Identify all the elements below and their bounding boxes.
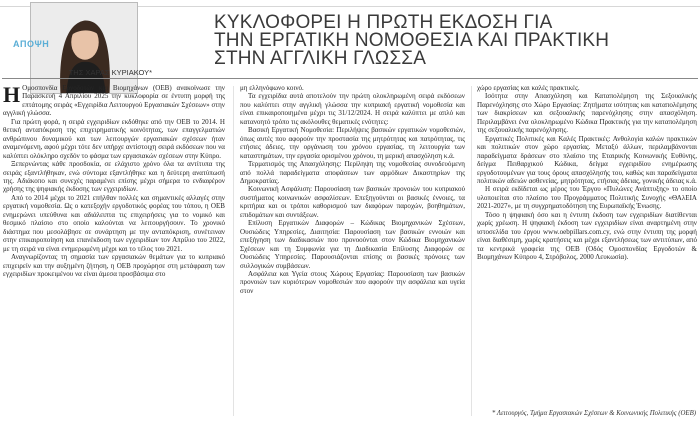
paragraph: Για πρώτη φορά, η σειρά εγχειριδίων εκδόθηκε από την ΟΕΒ το 2014. Η θετική ανταπόκριση της επιχειρηματικής κοινότητας, των επαγγελματιών ανθρώπινου δυναμικού και των λειτουργών εργασιακών σχέσεων ήταν αναμενόμενη, αφού μέχρι τότε δεν υπήρχε αντίστοιχη σειρά εκδόσεων που να καλύπτει ολόκληρο σχεδόν το φάσμα των εργασιακών σχέσεων στην Κύπρο. bbox=[3, 117, 225, 160]
author-byline: ΤΗΣ ΧΑΡΑΣ ΚΥΡΙΑΚΟΥ* bbox=[68, 68, 152, 77]
header-divider bbox=[2, 78, 698, 79]
paragraph: Βασική Εργατική Νομοθεσία: Περιλήψεις βασικών εργατικών νομοθεσιών, όπως αυτές που αφορούν την προστασία της μητρότητας και πατρότητας, τις ετήσιες άδειες, την οργάνωση του χρόνου εργασίας, τη λειτουργία των καταστημάτων, την εργασία ορισμένου χρόνου, τη μερική απασχόληση κ.ά. bbox=[240, 126, 465, 160]
drop-cap: Η bbox=[3, 82, 21, 107]
paragraph: Ξεπερνώντας κάθε προσδοκία, σε ελάχιστο χρόνο όλα τα αντίτυπα της σειράς εξαντλήθηκαν, ενώ σύντομα εξαντλήθηκε και η δεύτερη ανατύπωσή της. Αδιάκοπο και συνεχές παραμένει επίσης μέχρι σήμερα το ενδιαφέρον χρήσης της ψηφιακής έκδοσης των εγχειριδίων. bbox=[3, 160, 225, 194]
paragraph: μη ελληνόφωνο κοινό. bbox=[240, 84, 304, 92]
article-headline bbox=[214, 14, 698, 68]
headline-line: ΣΤΗΝ ΑΓΓΛΙΚΗ ΓΛΩΣΣΑ bbox=[214, 48, 427, 69]
headline-line: ΤΗΝ ΕΡΓΑΤΙΚΗ ΝΟΜΟΘΕΣΙΑ ΚΑΙ ΠΡΑΚΤΙΚΗ bbox=[214, 30, 610, 51]
column-separator bbox=[471, 86, 472, 416]
author-footnote: * Λειτουργός, Τμήμα Εργασιακών Σχέσεων & Κοινωνικής Πολιτικής (ΟΕΒ) bbox=[491, 410, 696, 417]
column-separator bbox=[233, 86, 234, 416]
paragraph: Ασφάλεια και Υγεία στους Χώρους Εργασίας: Παρουσίαση των βασικών προνοιών των κυριότερων νομοθεσιών που αφορούν την ασφάλεια και υγεία στον bbox=[240, 269, 465, 295]
article-column-1 bbox=[3, 84, 225, 278]
section-label: ΑΠΟΨΗ bbox=[13, 39, 50, 49]
paragraph: Τερματισμός της Απασχόλησης: Περίληψη της νομοθεσίας συνοδευόμενη από πολλά παραδείγματα αποφάσεων των αρμόδιων Δικαστηρίων της Δημοκρατίας. bbox=[240, 160, 465, 185]
paragraph: Κοινωνική Ασφάλιση: Παρουσίαση των βασικών προνοιών του κυπριακού συστήματος κοινωνικών ασφαλίσεων. Επεξηγούνται οι βασικές έννοιες, τα κριτήρια και οι τρόποι καθορισμού των διαφόρων παροχών, βοηθημάτων, επιδομάτων και συντάξεων. bbox=[240, 185, 465, 219]
paragraph: Τόσο η ψηφιακή όσο και η έντυπη έκδοση των εγχειριδίων διατίθενται χωρίς χρέωση. Η ψηφιακή έκδοση των εγχειριδίων είναι αναρτημένη στην ιστοσελίδα του έργου www.oebpillars.com.cy, ενώ στην έντυπη της μορφή είναι διαθέσιμη, χωρίς κρατήσεις και μέχρι εξαντλήσεως των αντιτύπων, από τα κεντρικά γραφεία της ΟΕΒ (Οδός Ομοσπονδίας Εργοδοτών & Βιομηχάνων Κύπρου 4, Στρόβολος, 2000 Λευκωσία). bbox=[477, 210, 697, 262]
article-column-2 bbox=[240, 84, 465, 295]
article-column-3 bbox=[477, 84, 697, 262]
paragraph: Εργατικές Πολιτικές και Καλές Πρακτικές: Ανθολογία καλών πρακτικών και πολιτικών στον χώρο εργασίας. Μεταξύ άλλων, περιλαμβάνονται παραδείγματα δράσεων στο πλαίσιο της Εταιρικής Κοινωνικής Ευθύνης, δείγμα Πειθαρχικού Κώδικα, δείγμα εγχειριδίου ενημέρωσης εργοδοτουμένων για τους όρους απασχόλησής του, καθώς και παραδείγματα πολιτικών αδειών ασθενείας, μητρότητας, ετήσιας άδειας, γονικής άδειας κ.ά. bbox=[477, 134, 697, 185]
paragraph: Η σειρά εκδίδεται ως μέρος του Έργου «Πυλώνες Ανάπτυξης» το οποίο υλοποιείται στο πλαίσιο του Προγράμματος Πολιτικής Συνοχής «ΘΑλΕΙΑ 2021-2027», με τη συγχρηματοδότηση της Ευρωπαϊκής Ένωσης. bbox=[477, 185, 697, 211]
paragraph: Ισότητα στην Απασχόληση και Καταπολέμηση της Σεξουαλικής Παρενόχλησης στο Χώρο Εργασίας: Ζητήματα ισότητας και καταπολέμησης των διακρίσεων και σεξουαλικής παρενόχλησης στην απασχόληση. Περιλαμβάνει ένα ολοκληρωμένο Κώδικα Πρακτικής για την καταπολέμηση της σεξουαλικής παρενόχλησης. bbox=[477, 92, 697, 135]
paragraph: Επίλυση Εργατικών Διαφορών – Κώδικας Βιομηχανικών Σχέσεων, Ουσιώδεις Υπηρεσίες, Διαιτησία: Παρουσίαση των βασικών εννοιών και επεξήγηση των διαδικασιών που προνοούνται στον Κώδικα Βιομηχανικών Σχέσεων και τη Συμφωνία για τη Διαδικασία Επίλυσης Διαφορών σε Ουσιώδεις Υπηρεσίες. Παρουσιάζονται επίσης οι βασικές πρόνοιες των συλλογικών συμβάσεων. bbox=[240, 219, 465, 270]
paragraph: Αναγνωρίζοντας τη σημασία των εργασιακών θεμάτων για το κυπριακό επιχειρείν και την αυξημένη ζήτηση, η ΟΕΒ προχώρησε στη μετάφραση των εγχειριδίων προκειμένου να είναι άμεσα προσβάσιμα στο bbox=[3, 253, 225, 278]
paragraph: Τα εγχειρίδια αυτά αποτελούν την πρώτη ολοκληρωμένη σειρά εκδόσεων που καλύπτει στην αγγλική γλώσσα την κυπριακή εργατική νομοθεσία και είναι επικαιροποιημένα μέχρι τις 31/12/2024. Η σειρά καλύπτει με απλό και κατανοητό τρόπο τις ακόλουθες θεματικές ενότητες: bbox=[240, 92, 465, 126]
paragraph: χώρο εργασίας και καλές πρακτικές. bbox=[477, 84, 580, 92]
headline-line: ΚΥΚΛΟΦΟΡΕΙ Η ΠΡΩΤΗ ΕΚΔΟΣΗ ΓΙΑ bbox=[214, 12, 553, 33]
paragraph: Από το 2014 μέχρι το 2021 επήλθαν πολλές και σημαντικές αλλαγές στην εργατική νομοθεσία. Ως ο κατεξοχήν εργοδοτικός φορέας του τόπου, η ΟΕΒ ενημερώνει υπεύθυνα και αδιάλειπτα τις επιχειρήσεις για το νομικό και θεσμικό πλαίσιο στο οποίο καλούνται να λειτουργήσουν. Το χρονικό διάστημα που μεσολάβησε σε συνάρτηση με την ανταπόκριση, συνέτειναν στην επικαιροποίηση και επανέκδοση των εγχειριδίων τον Απρίλιο του 2022, με τη σειρά να είναι ενημερωμένη μέχρι και το τέλος του 2021. bbox=[3, 193, 225, 253]
paragraph: Η Ομοσπονδία Εργοδοτών και Βιομηχάνων (ΟΕΒ) ανακοίνωσε την Παρασκευή 4 Απριλίου 2025 την κυκλοφορία σε έντυπη μορφή της επτάτομης σειράς «Εγχειρίδια Λειτουργού Εργασιακών Σχέσεων» στην αγγλική γλώσσα. bbox=[3, 82, 225, 118]
